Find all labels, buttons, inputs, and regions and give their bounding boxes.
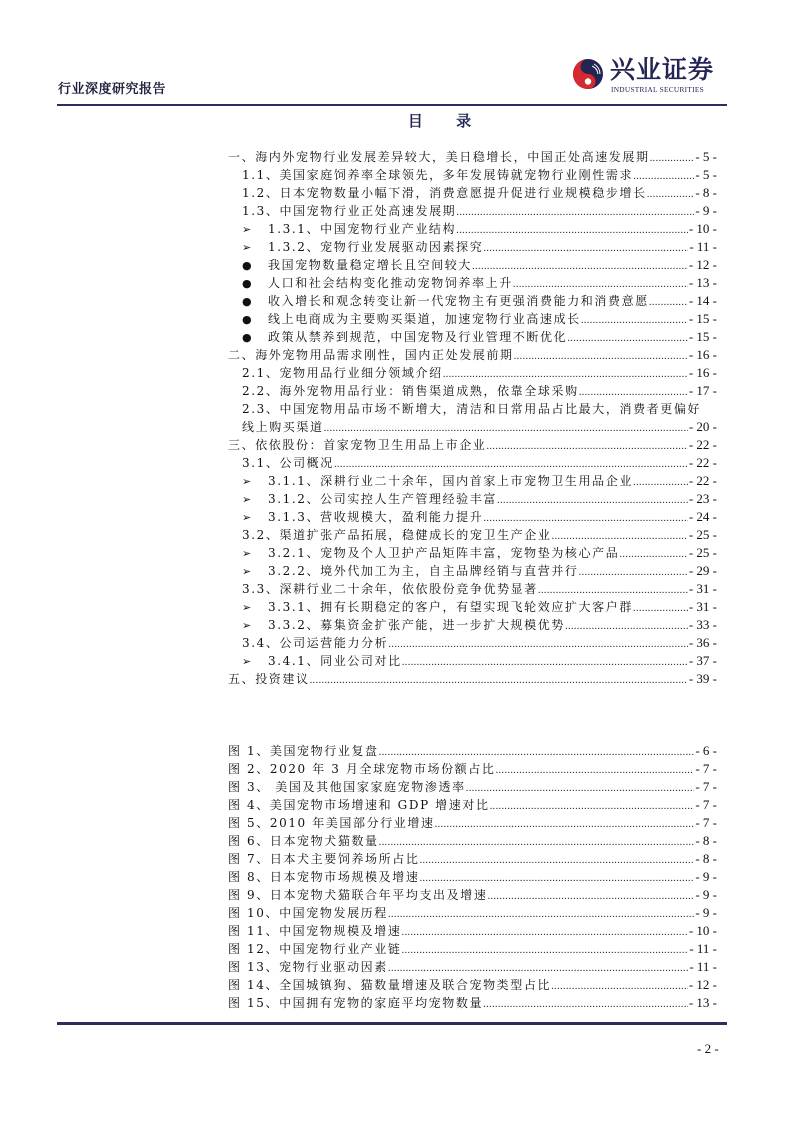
figure-page-number: - 7 - <box>695 779 717 794</box>
toc-page-number: - 29 - <box>688 563 717 578</box>
bullet-dot-icon: ● <box>242 295 252 308</box>
toc-entry-text: 五、投资建议 <box>228 672 310 686</box>
toc-entry[interactable] <box>228 616 717 634</box>
toc-page-number: - 13 - <box>688 275 717 290</box>
toc-entry[interactable] <box>228 310 717 328</box>
toc-page-number: - 25 - <box>688 527 717 542</box>
toc-entry-text: 线上购买渠道 <box>242 420 324 434</box>
leader-dots <box>633 167 694 185</box>
arrow-bullet-icon: ➢ <box>242 565 252 578</box>
figure-page-number: - 7 - <box>695 797 717 812</box>
toc-entry[interactable] <box>228 274 717 292</box>
toc-page-number: - 22 - <box>688 455 717 470</box>
toc-entry-text: 3.1、公司概况 <box>242 456 334 470</box>
toc-page-number: - 5 - <box>695 167 717 182</box>
toc-entry[interactable] <box>228 202 717 220</box>
figure-page-number: - 12 - <box>688 977 717 992</box>
table-of-contents <box>228 148 717 688</box>
toc-page-number: - 16 - <box>688 365 717 380</box>
leader-dots <box>490 797 695 815</box>
toc-entry[interactable] <box>228 598 717 616</box>
figure-entry[interactable] <box>228 922 717 940</box>
leader-dots <box>402 653 688 671</box>
leader-dots <box>443 365 688 383</box>
leader-dots <box>472 257 688 275</box>
toc-entry-text: 3.4、公司运营能力分析 <box>242 636 389 650</box>
leader-dots <box>649 293 688 311</box>
toc-entry[interactable] <box>228 166 717 184</box>
figure-entry[interactable] <box>228 778 717 796</box>
figure-entry-text: 图 5、2010 年美国部分行业增速 <box>228 816 435 830</box>
page-number: - 2 - <box>697 1041 719 1056</box>
toc-entry-text: 3.3.2、募集资金扩张产能，进一步扩大规模优势 <box>268 618 565 632</box>
toc-entry[interactable] <box>228 184 717 202</box>
arrow-bullet-icon: ➢ <box>242 241 252 254</box>
toc-entry[interactable] <box>228 346 717 364</box>
figure-entry[interactable] <box>228 742 717 760</box>
list-of-figures <box>228 742 717 1012</box>
figure-page-number: - 11 - <box>689 941 717 956</box>
toc-page-number: - 31 - <box>688 581 717 596</box>
toc-page-number: - 22 - <box>688 437 717 452</box>
leader-dots <box>619 545 687 563</box>
toc-entry[interactable] <box>228 436 717 454</box>
leader-dots <box>388 959 688 977</box>
company-logo <box>572 56 732 96</box>
toc-entry[interactable] <box>228 508 717 526</box>
toc-entry[interactable] <box>228 220 717 238</box>
figure-page-number: - 11 - <box>689 959 717 974</box>
leader-dots <box>567 329 688 347</box>
figure-entry[interactable] <box>228 814 717 832</box>
leader-dots <box>483 509 687 527</box>
arrow-bullet-icon: ➢ <box>242 223 252 236</box>
toc-entry-text: 3.2.2、境外代加工为主，自主品牌经销与直营并行 <box>268 564 579 578</box>
leader-dots <box>402 923 688 941</box>
toc-entry-text: 人口和社会结构变化推动宠物饲养率上升 <box>268 276 513 290</box>
leader-dots <box>633 473 688 491</box>
toc-page-number: - 9 - <box>695 203 717 218</box>
figure-entry-text: 图 6、日本宠物犬猫数量 <box>228 834 379 848</box>
arrow-bullet-icon: ➢ <box>242 493 252 506</box>
toc-entry-text: 我国宠物数量稳定增长且空间较大 <box>268 258 473 272</box>
leader-dots <box>483 995 688 1013</box>
figure-entry-text: 图 1、美国宠物行业复盘 <box>228 744 379 758</box>
toc-entry-text: 收入增长和观念转变让新一代宠物主有更强消费能力和消费意愿 <box>268 294 649 308</box>
arrow-bullet-icon: ➢ <box>242 601 252 614</box>
toc-entry-text: 2.1、宠物用品行业细分领域介绍 <box>242 366 443 380</box>
leader-dots <box>456 221 688 239</box>
toc-page-number: - 39 - <box>688 671 717 686</box>
toc-entry-text: 3.3、深耕行业二十余年，依依股份竞争优势显著 <box>242 582 538 596</box>
toc-entry[interactable] <box>228 544 717 562</box>
leader-dots <box>310 671 688 689</box>
figure-entry[interactable] <box>228 796 717 814</box>
toc-entry[interactable] <box>228 580 717 598</box>
toc-entry[interactable] <box>228 526 717 544</box>
toc-entry[interactable] <box>228 454 717 472</box>
toc-entry[interactable] <box>228 148 717 166</box>
toc-entry-continuation[interactable] <box>228 418 717 436</box>
toc-entry-text: 3.3.1、拥有长期稳定的客户，有望实现飞轮效应扩大客户群 <box>268 600 633 614</box>
leader-dots <box>565 617 688 635</box>
toc-page-number: - 12 - <box>688 257 717 272</box>
toc-entry-text: 3.2、渠道扩张产品拓展，稳健成长的宠卫生产企业 <box>242 528 552 542</box>
leader-dots <box>419 869 694 887</box>
leader-dots <box>456 203 694 221</box>
figure-entry[interactable] <box>228 868 717 886</box>
toc-entry[interactable] <box>228 328 717 346</box>
toc-entry-text: 二、海外宠物用品需求刚性，国内正处发展前期 <box>228 348 514 362</box>
leader-dots <box>487 887 694 905</box>
toc-entry[interactable] <box>228 490 717 508</box>
figure-entry[interactable] <box>228 904 717 922</box>
figure-entry-text: 图 4、美国宠物市场增速和 GDP 增速对比 <box>228 798 490 812</box>
leader-dots <box>633 599 688 617</box>
toc-entry-text: 1.2、日本宠物数量小幅下滑，消费意愿提升促进行业规模稳步增长 <box>242 186 647 200</box>
toc-entry[interactable] <box>228 634 717 652</box>
figure-page-number: - 7 - <box>695 815 717 830</box>
figure-entry-text: 图 13、宠物行业驱动因素 <box>228 960 388 974</box>
leader-dots <box>419 851 694 869</box>
toc-title: 目 录 <box>407 112 486 130</box>
arrow-bullet-icon: ➢ <box>242 619 252 632</box>
figure-page-number: - 8 - <box>695 851 717 866</box>
figure-page-number: - 9 - <box>695 869 717 884</box>
leader-dots <box>581 311 688 329</box>
leader-dots <box>388 635 688 653</box>
figure-entry[interactable] <box>228 886 717 904</box>
toc-page-number: - 8 - <box>695 185 717 200</box>
figure-entry[interactable] <box>228 760 717 778</box>
leader-dots <box>538 581 688 599</box>
toc-entry[interactable] <box>228 562 717 580</box>
figure-entry-text: 图 2、2020 年 3 月全球宠物市场份额占比 <box>228 762 496 776</box>
figure-entry-text: 图 14、全国城镇狗、猫数量增速及联合宠物类型占比 <box>228 978 552 992</box>
report-type-label: 行业深度研究报告 <box>58 82 167 97</box>
figure-entry-text: 图 3、 美国及其他国家家庭宠物渗透率 <box>228 780 466 794</box>
leader-dots <box>466 779 695 797</box>
toc-entry-text: 1.1、美国家庭饲养率全球领先，多年发展铸就宠物行业刚性需求 <box>242 168 634 182</box>
figure-entry[interactable] <box>228 994 717 1012</box>
leader-dots <box>513 275 688 293</box>
toc-page-number: - 10 - <box>688 221 717 236</box>
arrow-bullet-icon: ➢ <box>242 475 252 488</box>
toc-entry-text: 1.3.2、宠物行业发展驱动因素探究 <box>268 240 484 254</box>
logo-name-en: INDUSTRIAL SECURITIES <box>611 85 704 94</box>
figure-entry-text: 图 15、中国拥有宠物的家庭平均宠物数量 <box>228 996 484 1010</box>
toc-page-number: - 20 - <box>688 419 717 434</box>
toc-entry-text: 2.3、中国宠物用品市场不断增大，清洁和日常用品占比最大，消费者更偏好 <box>242 402 702 416</box>
leader-dots <box>514 347 688 365</box>
toc-page-number: - 22 - <box>688 473 717 488</box>
leader-dots <box>579 563 688 581</box>
toc-page-number: - 25 - <box>688 545 717 560</box>
figure-entry[interactable] <box>228 832 717 850</box>
toc-page-number: - 33 - <box>688 617 717 632</box>
toc-entry[interactable] <box>228 652 717 670</box>
leader-dots <box>334 455 688 473</box>
toc-page-number: - 36 - <box>688 635 717 650</box>
bullet-dot-icon: ● <box>242 277 252 290</box>
toc-page-number: - 16 - <box>688 347 717 362</box>
toc-entry[interactable] <box>228 364 717 382</box>
logo-name-cn: 兴业证券 <box>610 55 715 84</box>
figure-entry-text: 图 8、日本宠物市场规模及增速 <box>228 870 420 884</box>
figure-page-number: - 10 - <box>688 923 717 938</box>
toc-entry-text: 线上电商成为主要购买渠道，加速宠物行业高速成长 <box>268 312 581 326</box>
arrow-bullet-icon: ➢ <box>242 655 252 668</box>
toc-page-number: - 14 - <box>688 293 717 308</box>
toc-entry-text: 1.3.1、中国宠物行业产业结构 <box>268 222 457 236</box>
leader-dots <box>650 149 695 167</box>
figure-page-number: - 9 - <box>695 905 717 920</box>
figure-page-number: - 9 - <box>695 887 717 902</box>
toc-entry[interactable] <box>228 256 717 274</box>
figure-entry[interactable] <box>228 976 717 994</box>
figure-entry-text: 图 9、日本宠物犬猫联合年平均支出及增速 <box>228 888 488 902</box>
bullet-dot-icon: ● <box>242 331 252 344</box>
figure-page-number: - 7 - <box>695 761 717 776</box>
figure-entry[interactable] <box>228 940 717 958</box>
figure-entry[interactable] <box>228 958 717 976</box>
leader-dots <box>388 905 694 923</box>
leader-dots <box>402 941 689 959</box>
toc-entry[interactable] <box>228 472 717 490</box>
toc-page-number: - 17 - <box>688 383 717 398</box>
toc-page-number: - 11 - <box>689 239 717 254</box>
leader-dots <box>647 185 695 203</box>
figure-entry[interactable] <box>228 850 717 868</box>
toc-page-number: - 23 - <box>688 491 717 506</box>
toc-page-number: - 37 - <box>688 653 717 668</box>
figure-page-number: - 6 - <box>695 743 717 758</box>
leader-dots <box>379 743 695 761</box>
figure-page-number: - 8 - <box>695 833 717 848</box>
toc-entry-text: 3.1.3、营收规模大，盈利能力提升 <box>268 510 484 524</box>
toc-page-number: - 31 - <box>688 599 717 614</box>
toc-entry-text: 2.2、海外宠物用品行业：销售渠道成熟，依靠全球采购 <box>242 384 579 398</box>
leader-dots <box>486 437 687 455</box>
leader-dots <box>497 491 688 509</box>
toc-entry[interactable] <box>228 292 717 310</box>
leader-dots <box>324 419 688 437</box>
leader-dots <box>579 383 688 401</box>
footer-divider <box>57 1022 727 1025</box>
leader-dots <box>483 239 688 257</box>
arrow-bullet-icon: ➢ <box>242 547 252 560</box>
toc-entry-text: 3.4.1、同业公司对比 <box>268 654 402 668</box>
leader-dots <box>551 977 688 995</box>
toc-page-number: - 15 - <box>688 329 717 344</box>
leader-dots <box>495 761 694 779</box>
figure-page-number: - 13 - <box>688 995 717 1010</box>
leader-dots <box>379 833 695 851</box>
toc-entry-text: 一、海内外宠物行业发展差异较大，美日稳增长，中国正处高速发展期 <box>228 150 650 164</box>
toc-entry-text: 3.1.1、深耕行业二十余年，国内首家上市宠物卫生用品企业 <box>268 474 633 488</box>
toc-entry-text: 3.1.2、公司实控人生产管理经验丰富 <box>268 492 497 506</box>
toc-entry-text: 3.2.1、宠物及个人卫护产品矩阵丰富，宠物垫为核心产品 <box>268 546 620 560</box>
figure-entry-text: 图 11、中国宠物规模及增速 <box>228 924 402 938</box>
toc-entry-text: 1.3、中国宠物行业正处高速发展期 <box>242 204 457 218</box>
toc-entry-text: 三、依依股份：首家宠物卫生用品上市企业 <box>228 438 487 452</box>
toc-entry[interactable] <box>228 238 717 256</box>
bullet-dot-icon: ● <box>242 313 252 326</box>
leader-dots <box>435 815 695 833</box>
figure-entry-text: 图 7、日本犬主要饲养场所占比 <box>228 852 420 866</box>
toc-page-number: - 15 - <box>688 311 717 326</box>
toc-entry-text: 政策从禁养到规范，中国宠物及行业管理不断优化 <box>268 330 568 344</box>
figure-entry-text: 图 12、中国宠物行业产业链 <box>228 942 402 956</box>
leader-dots <box>552 527 688 545</box>
toc-page-number: - 5 - <box>695 149 717 164</box>
toc-page-number: - 24 - <box>688 509 717 524</box>
header-divider <box>57 104 727 106</box>
figure-entry-text: 图 10、中国宠物发展历程 <box>228 906 388 920</box>
arrow-bullet-icon: ➢ <box>242 511 252 524</box>
toc-entry[interactable] <box>228 382 717 400</box>
bullet-dot-icon: ● <box>242 259 252 272</box>
logo-swirl-icon <box>572 58 604 90</box>
toc-entry[interactable] <box>228 670 717 688</box>
toc-entry[interactable] <box>228 400 717 418</box>
